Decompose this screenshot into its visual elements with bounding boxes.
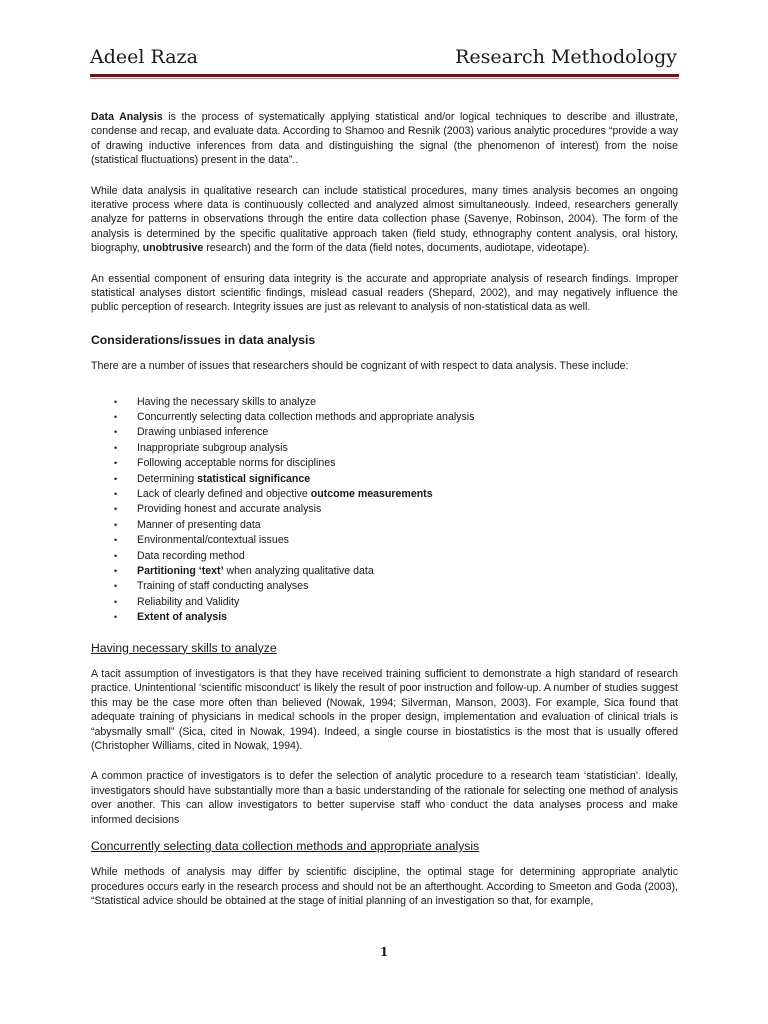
skills-heading: Having necessary skills to analyze: [91, 640, 277, 655]
list-item-text: Providing honest and accurate analysis: [137, 503, 322, 516]
list-item-emphasis: outcome measurements: [310, 488, 433, 501]
integrity-paragraph: An essential component of ensuring data integrity is the accurate and appropriate analysis of research findings. Improper statistical analyses distort scientific findings, mislead casual readers (Shepard, 2002), and may negatively influence the public perception of research. Integrity issues are just as relevant to analysis of non-statistical data as well.: [91, 272, 678, 314]
list-item: [91, 472, 678, 487]
list-item-text: Following acceptable norms for disciplines: [137, 457, 336, 470]
page-number: 1: [379, 945, 389, 959]
bullet-icon: •: [114, 396, 118, 407]
qualitative-paragraph-before: While data analysis in qualitative research can include statistical procedures, many times analysis becomes an ongoing iterative process where data is continuously collected and analyzed almost simultaneously. Indeed, researchers generally analyze for patterns in observations through the entire data collection phase (Savenye, Robinson, 2004). The form of the analysis is determined by the specific qualitative approach taken (field study, ethnography content analysis, oral history, biography,: [91, 184, 678, 255]
bullet-icon: •: [114, 550, 118, 561]
considerations-list: [91, 395, 678, 626]
intro-paragraph-text: is the process of systematically applying statistical and/or logical techniques to describe and illustrate, condense and recap, and evaluate data. According to Shamoo and Resnik (2003) various analytic procedures “provide a way of drawing inductive inferences from data and distinguishing the signal (the phenomenon of interest) from the noise (statistical fluctuations) present in the data”..: [91, 111, 678, 167]
list-item-text: Drawing unbiased inference: [137, 426, 269, 439]
page-header: [90, 46, 677, 72]
list-item-text: Environmental/contextual issues: [137, 534, 289, 547]
bullet-icon: •: [114, 473, 118, 484]
list-item-emphasis: Extent of analysis: [137, 611, 228, 624]
header-rule: [90, 74, 679, 77]
list-item: [91, 564, 678, 579]
list-item: [91, 487, 678, 502]
intro-paragraph: [91, 110, 678, 168]
list-item: [91, 441, 678, 456]
bullet-icon: •: [114, 412, 118, 423]
list-item-text: Inappropriate subgroup analysis: [137, 441, 288, 454]
list-item-text: Determining: [137, 472, 198, 485]
list-item: [91, 579, 678, 594]
bullet-icon: •: [114, 458, 118, 469]
bullet-icon: •: [114, 596, 118, 607]
selection-heading: Concurrently selecting data collection methods and appropriate analysis: [91, 839, 480, 854]
page-body: [91, 110, 678, 909]
qualitative-paragraph: [91, 184, 678, 256]
list-item-emphasis: Partitioning ‘text’: [137, 564, 224, 577]
list-item-text: Concurrently selecting data collection methods and appropriate analysis: [137, 411, 475, 424]
list-item-text: Having the necessary skills to analyze: [137, 395, 317, 408]
considerations-intro: There are a number of issues that researchers should be cognizant of with respect to data analysis. These include:: [91, 360, 629, 373]
bullet-icon: •: [114, 504, 118, 515]
skills-paragraph-2: A common practice of investigators is to defer the selection of analytic procedure to a research team ‘statistician’. Ideally, investigators should have substantially more than a basic understanding of the rationale for selecting one method of analysis over another. This can allow investigators to better supervise staff who conduct the data analyses process and make informed decisions: [91, 770, 678, 826]
list-item-text: Manner of presenting data: [137, 518, 261, 531]
list-item: [91, 410, 678, 425]
considerations-heading: Considerations/issues in data analysis: [91, 332, 316, 347]
term-unobtrusive: unobtrusive: [142, 242, 204, 255]
list-item-emphasis: statistical significance: [197, 472, 311, 485]
bullet-icon: •: [114, 535, 118, 546]
bullet-icon: •: [114, 612, 118, 623]
header-rule-thin: [90, 78, 679, 79]
list-item-text-suffix: when analyzing qualitative data: [223, 564, 374, 577]
list-item: [91, 456, 678, 471]
list-item-text: Data recording method: [137, 549, 245, 562]
list-item: [91, 595, 678, 610]
list-item: [91, 610, 678, 625]
bullet-icon: •: [114, 442, 118, 453]
bullet-icon: •: [114, 489, 118, 500]
list-item: [91, 395, 678, 410]
bullet-icon: •: [114, 519, 118, 530]
list-item-text: Lack of clearly defined and objective: [137, 488, 311, 501]
list-item: [91, 425, 678, 440]
qualitative-paragraph-after: research) and the form of the data (field notes, documents, audiotape, videotape).: [203, 242, 590, 255]
list-item-text: Reliability and Validity: [137, 595, 240, 608]
selection-paragraph-1: While methods of analysis may differ by scientific discipline, the optimal stage for determining appropriate analytic procedures occurs early in the research process and should not be an afterthought. According to Smeeton and Goda (2003), “Statistical advice should be obtained at the stage of initial planning of an investigation so that, for example,: [91, 866, 678, 908]
term-data-analysis: Data Analysis: [91, 111, 163, 123]
bullet-icon: •: [114, 427, 118, 438]
list-item: [91, 502, 678, 517]
list-item-text: Training of staff conducting analyses: [137, 580, 309, 593]
header-title: Research Methodology: [455, 46, 677, 68]
skills-paragraph-1: A tacit assumption of investigators is that they have received training sufficient to demonstrate a high standard of research practice. Unintentional ‘scientific misconduct' is likely the result of poor instruction and follow-up. A number of studies suggest this may be the case more often than believed (Nowak, 1994; Silverman, Manson, 2003). For example, Sica found that adequate training of physicians in medical schools in the proper design, implementation and evaluation of clinical trials is “abysmally small” (Sica, cited in Nowak, 1994). Indeed, a single course in biostatistics is the most that is usually offered (Christopher Williams, cited in Nowak, 1994).: [91, 667, 678, 752]
list-item: [91, 533, 678, 548]
list-item: [91, 518, 678, 533]
bullet-icon: •: [114, 581, 118, 592]
header-author: Adeel Raza: [90, 46, 198, 68]
list-item: [91, 549, 678, 564]
bullet-icon: •: [114, 565, 118, 576]
